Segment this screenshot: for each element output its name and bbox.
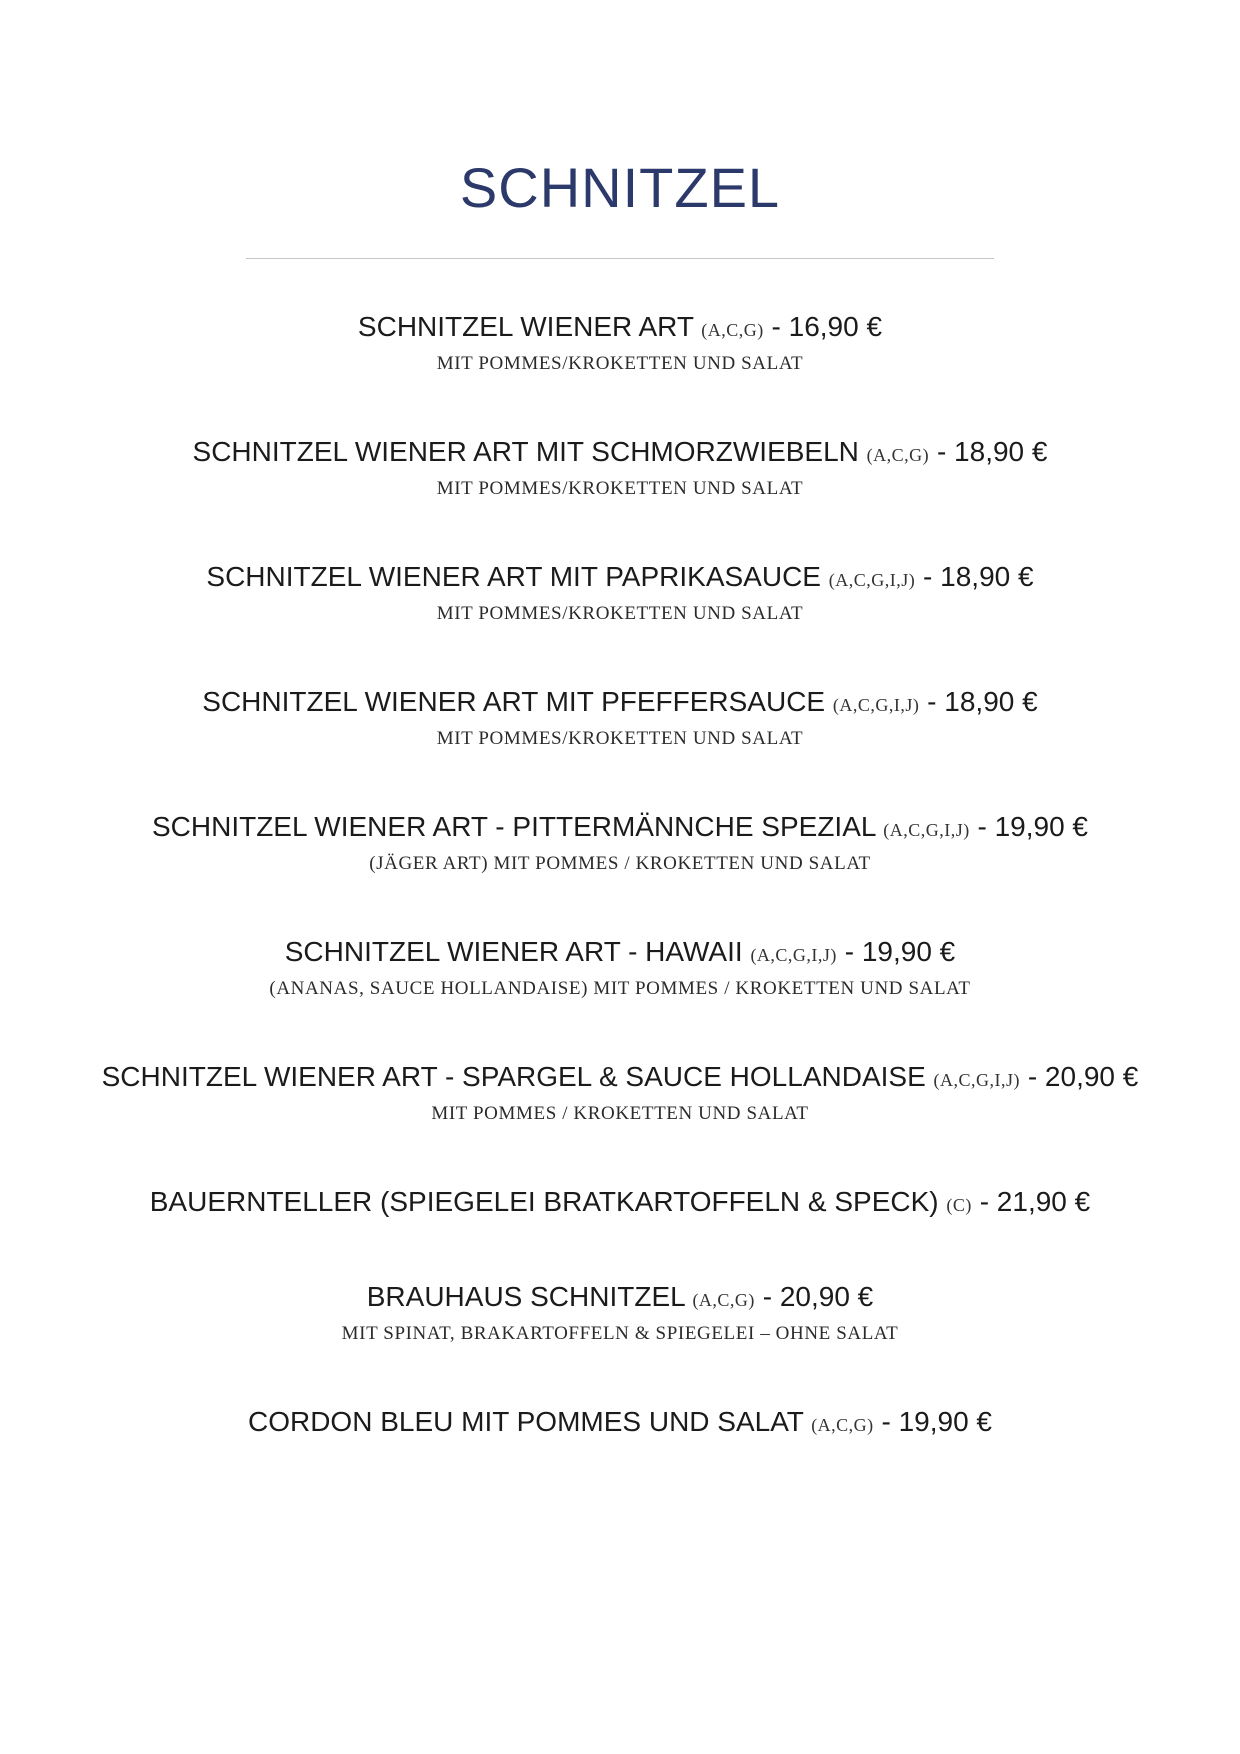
menu-item-price: - 20,90 € — [762, 1281, 874, 1312]
menu-item — [0, 1060, 1240, 1127]
menu-item-price: - 19,90 € — [977, 811, 1089, 842]
menu-item — [0, 1185, 1240, 1222]
menu-item-price: - 21,90 € — [979, 1186, 1091, 1217]
menu-item-line — [0, 685, 1240, 722]
menu-item-description: MIT SPINAT, BRAKARTOFFELN & SPIEGELEI – OHNE SALAT — [341, 1323, 899, 1344]
title-divider — [246, 258, 994, 259]
menu-item — [0, 1280, 1240, 1347]
menu-item-name: BAUERNTELLER (SPIEGELEI BRATKARTOFFELN & SPECK) — [149, 1186, 939, 1217]
menu-item-description: MIT POMMES/KROKETTEN UND SALAT — [436, 478, 804, 499]
menu-item-description: (JÄGER ART) MIT POMMES / KROKETTEN UND SALAT — [369, 853, 871, 874]
menu-item-price: - 18,90 € — [927, 686, 1038, 717]
menu-item — [0, 685, 1240, 752]
menu-item — [0, 935, 1240, 1002]
menu-item-name: SCHNITZEL WIENER ART - SPARGEL & SAUCE HOLLANDAISE — [101, 1061, 926, 1092]
menu-item-allergens: (A,C,G) — [866, 445, 930, 465]
menu-item-name: BRAUHAUS SCHNITZEL — [366, 1281, 685, 1312]
menu-item-line — [0, 560, 1240, 597]
menu-item-description: MIT POMMES/KROKETTEN UND SALAT — [436, 603, 804, 624]
menu-item-price: - 16,90 € — [771, 311, 883, 342]
menu-item-allergens: (C) — [946, 1195, 972, 1215]
menu-item-description: (ANANAS, SAUCE HOLLANDAISE) MIT POMMES / KROKETTEN UND SALAT — [269, 978, 971, 999]
menu-item-price: - 19,90 € — [844, 936, 956, 967]
menu-item-price: - 18,90 € — [936, 436, 1048, 467]
menu-item-name: SCHNITZEL WIENER ART — [357, 311, 694, 342]
menu-item-line — [0, 1185, 1240, 1222]
menu-item-description: MIT POMMES/KROKETTEN UND SALAT — [436, 728, 804, 749]
menu-item-allergens: (A,C,G,I,J) — [832, 695, 920, 715]
menu-item-line — [0, 435, 1240, 472]
menu-item-allergens: (A,C,G,I,J) — [828, 570, 916, 590]
menu-item-price: - 18,90 € — [923, 561, 1034, 592]
menu-item-name: SCHNITZEL WIENER ART MIT PFEFFERSAUCE — [202, 686, 826, 717]
menu-item-allergens: (A,C,G,I,J) — [933, 1070, 1021, 1090]
menu-item-line — [0, 1280, 1240, 1317]
menu-item-line — [0, 1405, 1240, 1442]
menu-item-allergens: (A,C,G) — [701, 320, 764, 340]
menu-item-name: SCHNITZEL WIENER ART MIT PAPRIKASAUCE — [206, 561, 821, 592]
menu-item-line — [0, 1060, 1240, 1097]
menu-item — [0, 810, 1240, 877]
menu-item — [0, 310, 1240, 377]
menu-item — [0, 1405, 1240, 1442]
menu-item-description: MIT POMMES / KROKETTEN UND SALAT — [431, 1103, 809, 1124]
menu-item-description: MIT POMMES/KROKETTEN UND SALAT — [436, 353, 804, 374]
menu-item-price: - 20,90 € — [1027, 1061, 1139, 1092]
menu-item-name: SCHNITZEL WIENER ART - PITTERMÄNNCHE SPEZIAL — [151, 811, 876, 842]
menu-item-allergens: (A,C,G) — [811, 1415, 874, 1435]
menu-item-line — [0, 310, 1240, 347]
menu-item-price: - 19,90 € — [881, 1406, 992, 1437]
menu-item-line — [0, 935, 1240, 972]
menu-item-allergens: (A,C,G,I,J) — [883, 820, 970, 840]
menu-item-name: CORDON BLEU MIT POMMES UND SALAT — [247, 1406, 804, 1437]
menu-item-allergens: (A,C,G) — [692, 1290, 755, 1310]
menu-item-allergens: (A,C,G,I,J) — [750, 945, 837, 965]
menu-item-line — [0, 810, 1240, 847]
menu-item — [0, 435, 1240, 502]
page-title: SCHNITZEL — [459, 156, 781, 219]
menu-item-name: SCHNITZEL WIENER ART - HAWAII — [284, 936, 743, 967]
menu-item-name: SCHNITZEL WIENER ART MIT SCHMORZWIEBELN — [192, 436, 859, 467]
menu-item — [0, 560, 1240, 627]
